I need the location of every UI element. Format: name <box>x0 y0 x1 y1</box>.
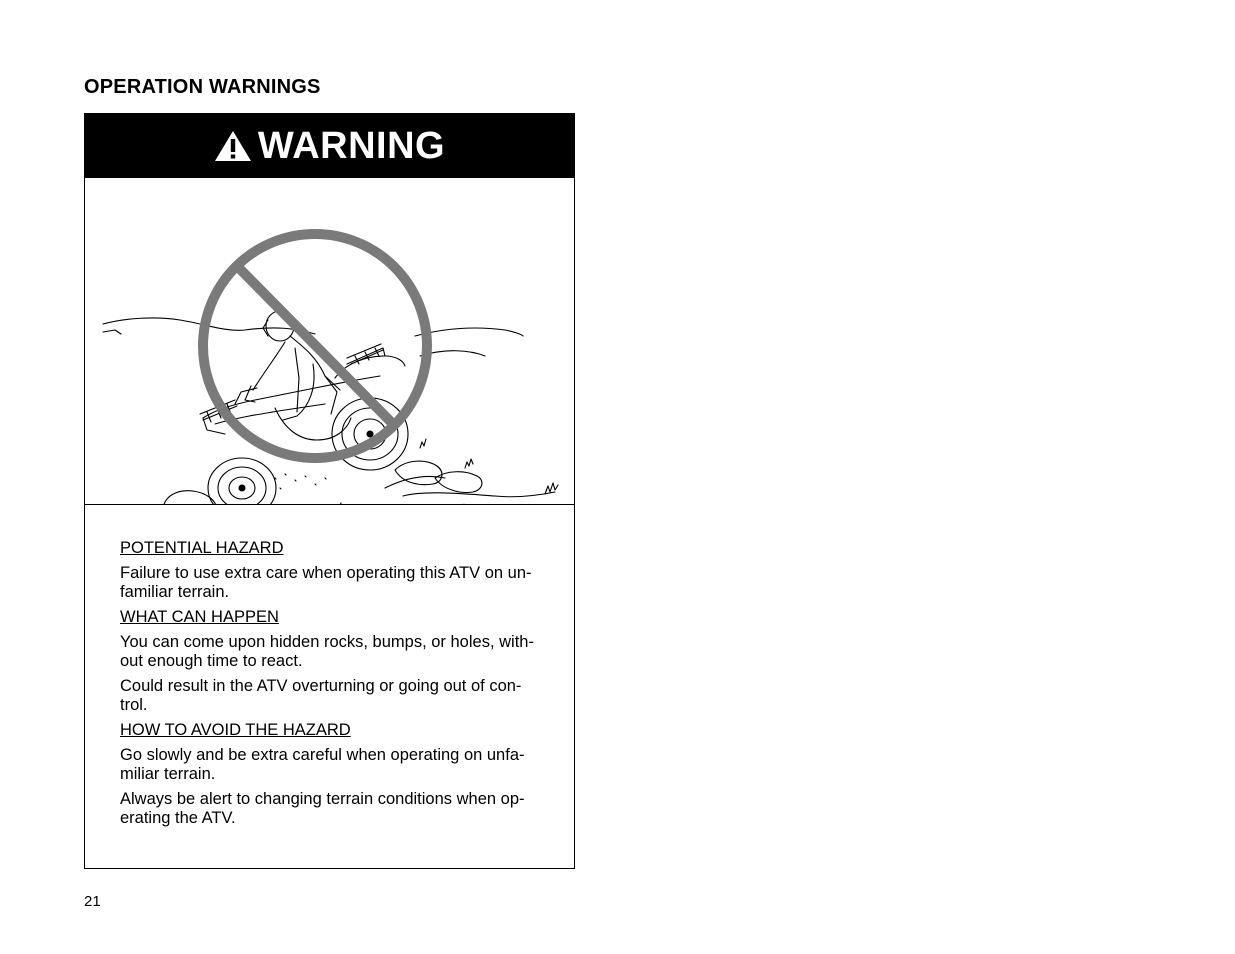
avoid-hazard-text-1: Go slowly and be extra careful when operating on unfa-miliar terrain. <box>120 746 525 783</box>
avoid-hazard-heading: HOW TO AVOID THE HAZARD <box>120 721 351 739</box>
warning-label: WARNING <box>257 124 446 167</box>
potential-hazard-heading: POTENTIAL HAZARD <box>120 539 284 557</box>
page-number: 21 <box>84 893 101 910</box>
avoid-hazard-text-2: Always be alert to changing terrain conditions when op-erating the ATV. <box>120 790 525 827</box>
what-can-happen-text-2: Could result in the ATV overturning or going out of con-trol. <box>120 677 522 714</box>
section-title: OPERATION WARNINGS <box>84 76 321 98</box>
warning-header <box>85 114 574 178</box>
warning-box <box>84 113 575 869</box>
potential-hazard-text: Failure to use extra care when operating this ATV on un-familiar terrain. <box>120 564 532 601</box>
warning-triangle-icon <box>214 130 252 162</box>
what-can-happen-heading: WHAT CAN HAPPEN <box>120 608 279 626</box>
atv-hazard-illustration <box>85 178 574 505</box>
warning-text <box>85 505 574 828</box>
what-can-happen-text-1: You can come upon hidden rocks, bumps, or holes, with-out enough time to react. <box>120 633 534 670</box>
